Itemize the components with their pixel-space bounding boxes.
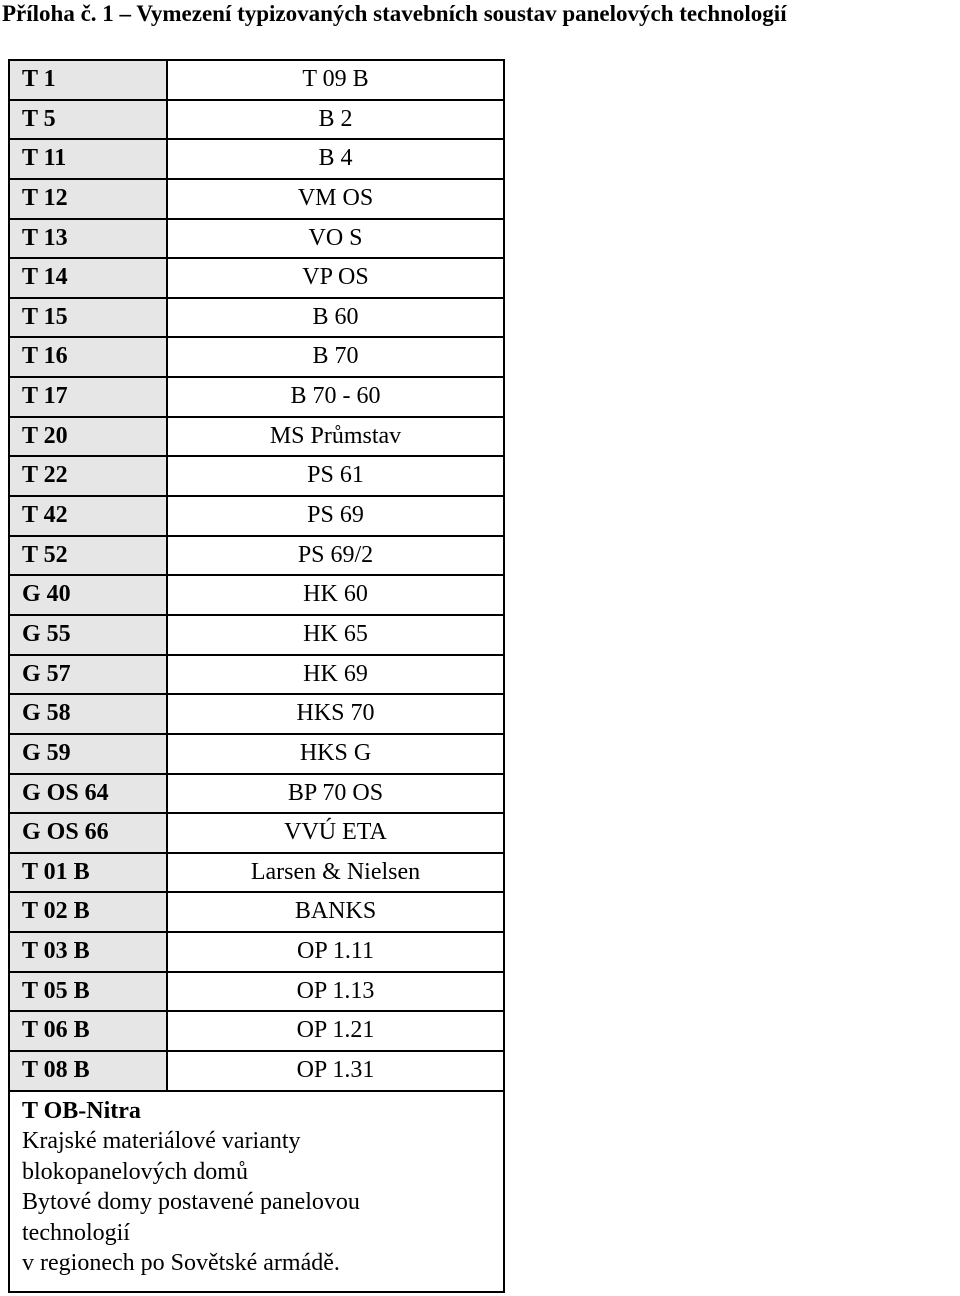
code-cell: T 03 B <box>10 933 168 971</box>
code-cell: T 05 B <box>10 973 168 1011</box>
code-cell: T 15 <box>10 299 168 337</box>
code-cell: G OS 66 <box>10 814 168 852</box>
footer-title: T OB-Nitra <box>22 1097 141 1124</box>
system-cell: OP 1.11 <box>297 938 374 965</box>
code-cell: T 11 <box>10 140 168 178</box>
system-cell: BP 70 OS <box>287 779 384 806</box>
system-cell: B 70 <box>312 343 359 370</box>
footer-line: technologií <box>22 1219 130 1246</box>
table-row <box>10 220 503 260</box>
table-row <box>10 854 503 894</box>
table-row <box>10 735 503 775</box>
system-cell: B 2 <box>318 105 353 132</box>
table-rows <box>10 61 503 1092</box>
system-cell: OP 1.13 <box>296 977 375 1004</box>
table-row <box>10 893 503 933</box>
table-row <box>10 299 503 339</box>
code-cell: G OS 64 <box>10 775 168 813</box>
code-cell: T 16 <box>10 338 168 376</box>
table-row <box>10 378 503 418</box>
code-cell: T 42 <box>10 497 168 535</box>
code-cell: T 5 <box>10 101 168 139</box>
footer-line: v regionech po Sovětské armádě. <box>22 1250 340 1277</box>
system-cell: Larsen & Nielsen <box>250 858 421 885</box>
code-cell: T 20 <box>10 418 168 456</box>
footer-line: Krajské materiálové varianty <box>22 1128 301 1155</box>
system-cell: HK 65 <box>303 620 368 647</box>
system-cell: B 4 <box>318 145 353 172</box>
code-cell: T 08 B <box>10 1052 168 1090</box>
system-cell: HK 60 <box>303 581 368 608</box>
table-row <box>10 101 503 141</box>
table-row <box>10 259 503 299</box>
system-cell: OP 1.21 <box>296 1017 375 1044</box>
system-cell: HKS G <box>299 739 372 766</box>
footer-line: Bytové domy postavené panelovou <box>22 1189 360 1216</box>
system-cell: VM OS <box>297 184 374 211</box>
system-cell: PS 69 <box>307 502 364 529</box>
system-cell: VO S <box>308 224 363 251</box>
code-cell: T 02 B <box>10 893 168 931</box>
system-cell: MS Průmstav <box>269 422 402 449</box>
footer-line: blokopanelových domů <box>22 1158 248 1185</box>
page-title: Příloha č. 1 – Vymezení typizovaných stavebních soustav panelových technologií <box>2 1 787 26</box>
system-cell: BANKS <box>294 898 377 925</box>
system-cell: VVÚ ETA <box>284 819 387 846</box>
code-cell: G 57 <box>10 656 168 694</box>
system-cell: PS 61 <box>307 462 364 489</box>
code-cell: G 59 <box>10 735 168 773</box>
code-cell: T 1 <box>10 61 168 99</box>
code-cell: T 01 B <box>10 854 168 892</box>
system-cell: B 70 - 60 <box>290 383 381 410</box>
table-row <box>10 775 503 815</box>
table-row <box>10 576 503 616</box>
table-row <box>10 61 503 101</box>
table-row <box>10 497 503 537</box>
table-row <box>10 695 503 735</box>
table-row <box>10 140 503 180</box>
system-cell: B 60 <box>312 303 359 330</box>
system-cell: VP OS <box>302 264 369 291</box>
table-row <box>10 933 503 973</box>
code-cell: T 22 <box>10 457 168 495</box>
system-cell: HK 69 <box>303 660 368 687</box>
panel-systems-table <box>8 59 505 1293</box>
table-row <box>10 537 503 577</box>
table-row <box>10 656 503 696</box>
system-cell: T 09 B <box>302 66 369 92</box>
table-row <box>10 973 503 1013</box>
table-row <box>10 180 503 220</box>
table-row <box>10 616 503 656</box>
code-cell: T 06 B <box>10 1012 168 1050</box>
table-footer-cell <box>10 1092 503 1291</box>
system-cell: OP 1.31 <box>296 1057 375 1084</box>
table-row <box>10 1052 503 1092</box>
table-row <box>10 418 503 458</box>
table-row <box>10 338 503 378</box>
table-row <box>10 457 503 497</box>
system-cell: HKS 70 <box>296 700 375 727</box>
code-cell: T 12 <box>10 180 168 218</box>
code-cell: G 55 <box>10 616 168 654</box>
table-row <box>10 814 503 854</box>
code-cell: T 13 <box>10 220 168 258</box>
code-cell: G 58 <box>10 695 168 733</box>
table-row <box>10 1012 503 1052</box>
code-cell: T 52 <box>10 537 168 575</box>
code-cell: T 17 <box>10 378 168 416</box>
code-cell: G 40 <box>10 576 168 614</box>
code-cell: T 14 <box>10 259 168 297</box>
system-cell: PS 69/2 <box>297 541 374 568</box>
